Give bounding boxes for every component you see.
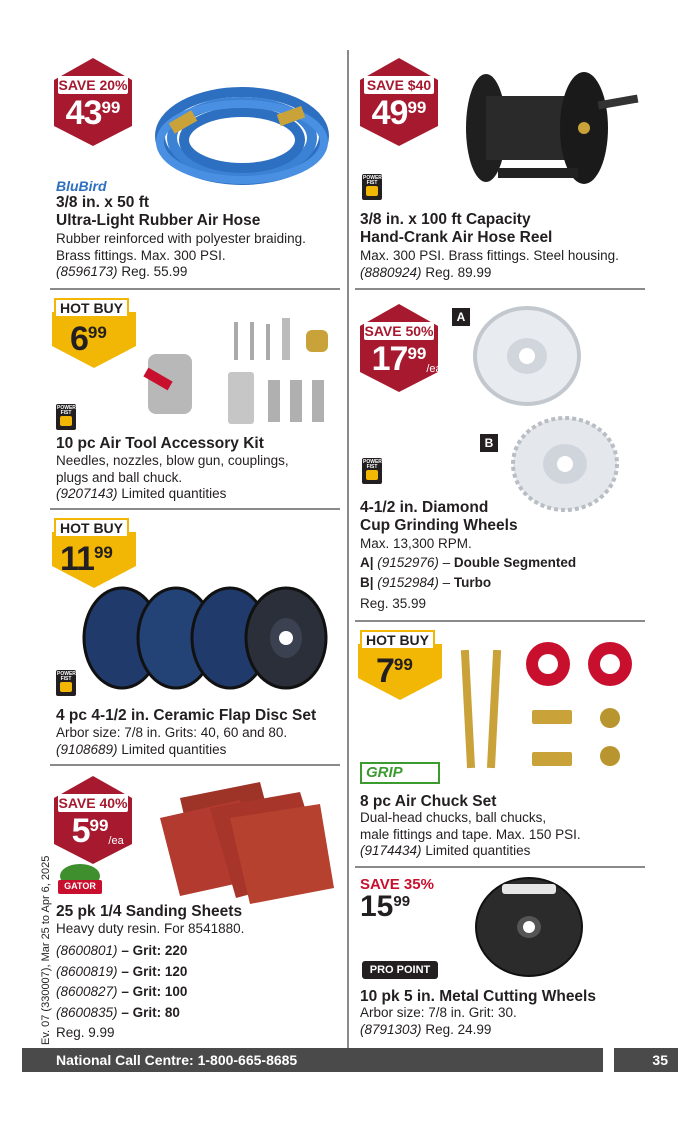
variant-label-b: B [480,434,498,452]
call-centre-text: National Call Centre: 1-800-665-8685 [56,1052,298,1068]
row-divider [355,866,645,868]
list-item: (8600835) – Grit: 80 [56,1004,180,1020]
footer-bar [22,1048,614,1072]
product-description: Rubber reinforced with polyester braiding. Brass fittings. Max. 300 PSI. (8596173) Reg. 55.99 [56,231,306,279]
row-divider [355,288,645,290]
product-description: Max. 300 PSI. Brass fittings. Steel housing. (8880924) Reg. 89.99 [360,248,619,280]
list-item: (8600819) – Grit: 120 [56,963,188,979]
save-badge: SAVE 20% 4399 [52,56,134,148]
hot-buy-badge: HOT BUY 699 [52,298,136,370]
grinding-wheel-a-image [472,306,582,406]
variant-label-a: A [452,308,470,326]
regular-price: Reg. 35.99 [360,596,427,611]
hot-buy-badge: HOT BUY 799 [358,630,442,702]
air-chuck-image [450,640,640,778]
price: 4399 [65,94,121,132]
save-badge: SAVE $40 4999 [358,56,440,148]
brand-logo-powerfist: POWER FIST [362,174,382,200]
product-title: 3/8 in. x 50 ft Ultra-Light Rubber Air Hose [56,194,261,229]
product-title: 10 pk 5 in. Metal Cutting Wheels [360,988,596,1005]
edition-note: Ev. 07 (330007), Mar 25 to Apr 6, 2025 [40,855,52,1045]
sanding-sheets-image [150,778,336,906]
row-divider [355,620,645,622]
grinding-wheel-b-image [510,416,620,512]
hot-buy-badge: HOT BUY 1199 [52,518,136,590]
product-description: Arbor size: 7/8 in. Grit: 30. (8791303) Reg. 24.99 [360,1005,517,1037]
product-description: Arbor size: 7/8 in. Grits: 40, 60 and 80. (9108689) Limited quantities [56,725,288,757]
variant-a-line: A| (9152976) – Double Segmented [360,555,577,570]
price: 599 /ea [71,812,124,850]
save-label: SAVE 35% [360,876,434,893]
regular-price: Reg. 9.99 [56,1025,115,1040]
product-title: 25 pk 1/4 Sanding Sheets [56,903,243,920]
product-title: 4 pc 4-1/2 in. Ceramic Flap Disc Set [56,707,317,724]
product-description: Needles, nozzles, blow gun, couplings, plugs and ball chuck. (9207143) Limited quantities [56,453,289,501]
brand-logo-propoint: PRO POINT [362,961,438,979]
price: 1599 [360,890,411,923]
list-item: (8600801) – Grit: 220 [56,943,188,958]
price: 1199 [60,540,113,578]
brand-logo-powerfist: POWER FIST [56,670,76,696]
product-description: Heavy duty resin. For 8541880. [56,921,245,936]
brand-text: GATOR [64,881,96,891]
price: 1799 /ea [371,340,442,378]
row-divider [50,288,340,290]
product-title: 3/8 in. x 100 ft Capacity Hand-Crank Air Hose Reel [360,211,553,246]
product-title: 4-1/2 in. Diamond Cup Grinding Wheels [360,499,518,534]
save-badge: SAVE 50% 1799 /ea [358,302,440,394]
brand-logo-powerfist: POWER FIST [362,458,382,484]
price: 699 [70,320,107,358]
price: 4999 [371,94,427,132]
flap-disc-image [82,584,332,692]
product-description: Max. 13,300 RPM. [360,536,472,551]
brand-logo-blubird: BluBird [56,178,107,194]
product-description: Dual-head chucks, ball chucks, male fittings and tape. Max. 150 PSI. (9174434) Limited quantities [360,810,581,858]
row-divider [50,764,340,766]
cutting-wheel-image [474,876,584,978]
column-divider [347,50,349,1050]
product-title: 10 pc Air Tool Accessory Kit [56,435,264,452]
save-badge: SAVE 40% 599 /ea [52,774,134,866]
list-item: (8600827) – Grit: 100 [56,984,188,999]
accessory-kit-image [140,316,340,434]
hose-reel-image [458,68,648,193]
product-title: 8 pc Air Chuck Set [360,793,497,810]
air-hose-image [150,66,330,196]
row-divider [50,508,340,510]
variant-list [56,941,187,1044]
variant-b-line: B| (9152984) – Turbo [360,575,492,590]
price: 799 [376,652,413,690]
brand-logo-powerfist: POWER FIST [56,404,76,430]
page-number: 35 [614,1048,678,1072]
brand-logo-grip: GRIP [360,762,440,784]
